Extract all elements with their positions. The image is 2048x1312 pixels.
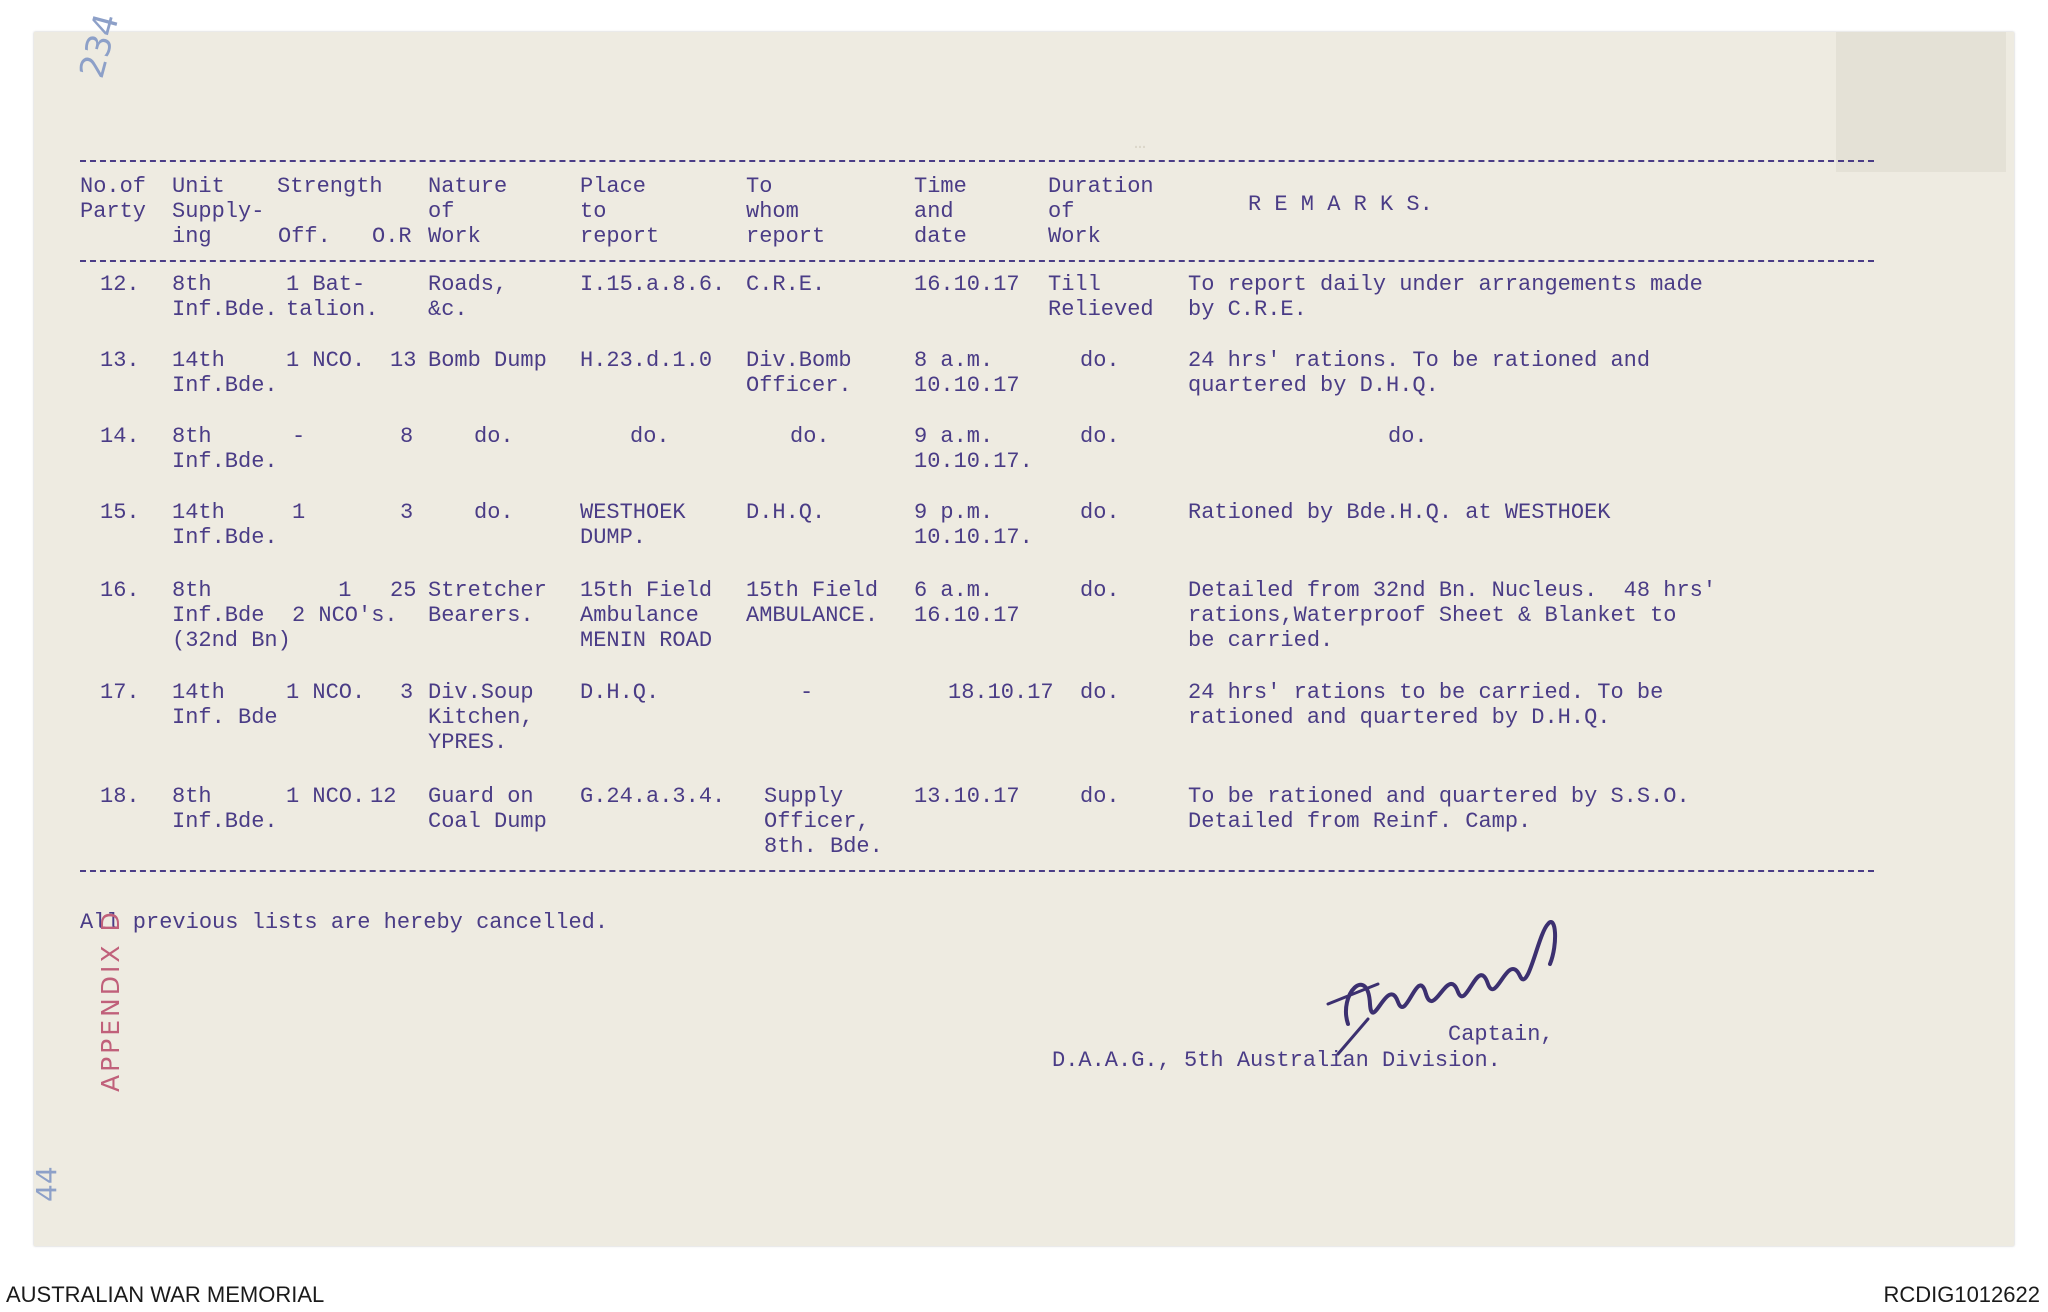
remarks: To report daily under arrangements made by C.R.E.: [1188, 272, 1703, 322]
time-date: 13.10.17: [914, 784, 1020, 809]
duration: do.: [1080, 784, 1120, 809]
col-header-duration: Duration of Work: [1048, 174, 1154, 249]
to-whom: D.H.Q.: [746, 500, 826, 525]
col-header-place: Place to report: [580, 174, 660, 249]
time-date: 9 p.m. 10.10.17.: [914, 500, 1033, 550]
nature-of-work: do.: [474, 500, 514, 525]
col-header-remarks: R E M A R K S.: [1248, 192, 1433, 217]
place-to-report: G.24.a.3.4.: [580, 784, 726, 809]
col-header-or: O.R: [372, 224, 412, 249]
party-no: 18.: [100, 784, 140, 809]
appendix-annotation: APPENDIX D: [96, 909, 125, 1092]
strength-off: 1 Bat- talion.: [286, 272, 379, 322]
duration: do.: [1080, 500, 1120, 525]
duration: do.: [1080, 348, 1120, 373]
duration: Till Relieved: [1048, 272, 1154, 322]
strength-off: 1 2 NCO's.: [292, 578, 398, 628]
duration: do.: [1080, 578, 1120, 603]
nature-of-work: do.: [474, 424, 514, 449]
unit: 8th Inf.Bde (32nd Bn): [172, 578, 291, 653]
col-header-nature: Nature of Work: [428, 174, 508, 249]
to-whom: -: [800, 680, 814, 705]
place-to-report: I.15.a.8.6.: [580, 272, 726, 297]
signature-title: D.A.A.G., 5th Australian Division.: [1052, 1048, 1501, 1073]
party-no: 12.: [100, 272, 140, 297]
cancellation-note: All previous lists are hereby cancelled.: [80, 910, 609, 935]
bleed-through: …: [1134, 132, 1147, 155]
strength-off: 1 NCO.: [286, 784, 366, 809]
time-date: 8 a.m. 10.10.17: [914, 348, 1020, 398]
nature-of-work: Div.Soup Kitchen, YPRES.: [428, 680, 534, 755]
to-whom: Supply Officer, 8th. Bde.: [764, 784, 883, 859]
time-date: 6 a.m. 16.10.17: [914, 578, 1020, 628]
time-date: 9 a.m. 10.10.17.: [914, 424, 1033, 474]
place-to-report: 15th Field Ambulance MENIN ROAD: [580, 578, 713, 653]
document-sheet: [30, 9, 2014, 1246]
nature-of-work: Bomb Dump: [428, 348, 547, 373]
to-whom: do.: [790, 424, 830, 449]
party-no: 15.: [100, 500, 140, 525]
signature-rank: Captain,: [1448, 1022, 1554, 1047]
strength-or: 3: [400, 500, 414, 525]
remarks: do.: [1388, 424, 1428, 449]
to-whom: 15th Field AMBULANCE.: [746, 578, 879, 628]
remarks: 24 hrs' rations. To be rationed and quartered by D.H.Q.: [1188, 348, 1651, 398]
unit: 14th Inf.Bde.: [172, 348, 278, 398]
remarks: To be rationed and quartered by S.S.O. Detailed from Reinf. Camp.: [1188, 784, 1690, 834]
margin-number: 44: [30, 1166, 63, 1202]
page-number: 234: [72, 9, 128, 83]
col-header-to-whom: To whom report: [746, 174, 826, 249]
time-date: 18.10.17: [948, 680, 1054, 705]
duration: do.: [1080, 424, 1120, 449]
unit: 14th Inf. Bde: [172, 680, 278, 730]
strength-or: 3: [400, 680, 414, 705]
header-bottom-rule: [80, 260, 1874, 262]
unit: 8th Inf.Bde.: [172, 272, 278, 322]
col-header-party: No.of Party: [80, 174, 147, 224]
place-to-report: WESTHOEK DUMP.: [580, 500, 686, 550]
remarks: 24 hrs' rations to be carried. To be rationed and quartered by D.H.Q.: [1188, 680, 1664, 730]
strength-off: -: [292, 424, 306, 449]
strength-off: 1 NCO.: [286, 680, 366, 705]
unit: 8th Inf.Bde.: [172, 784, 278, 834]
place-to-report: do.: [630, 424, 670, 449]
to-whom: C.R.E.: [746, 272, 826, 297]
to-whom: Div.Bomb Officer.: [746, 348, 852, 398]
col-header-off: Off.: [278, 224, 331, 249]
footer-left: AUSTRALIAN WAR MEMORIAL: [6, 1282, 325, 1307]
place-to-report: H.23.d.1.0: [580, 348, 713, 373]
col-header-unit: Unit Supply- ing: [172, 174, 265, 249]
table-bottom-rule: [80, 870, 1874, 872]
time-date: 16.10.17: [914, 272, 1020, 297]
party-no: 13.: [100, 348, 140, 373]
strength-or: 25: [390, 578, 417, 603]
remarks: Detailed from 32nd Bn. Nucleus. 48 hrs' rations,Waterproof Sheet & Blanket to be carried.: [1188, 578, 1717, 653]
paper-tab: [1836, 32, 2006, 172]
party-no: 16.: [100, 578, 140, 603]
col-header-time: Time and date: [914, 174, 967, 249]
party-no: 17.: [100, 680, 140, 705]
unit: 14th Inf.Bde.: [172, 500, 278, 550]
header-top-rule: [80, 160, 1874, 162]
strength-off: 1: [292, 500, 306, 525]
strength-off: 1 NCO.: [286, 348, 366, 373]
strength-or: 13: [390, 348, 417, 373]
footer-right: RCDIG1012622: [1883, 1282, 2040, 1307]
strength-or: 8: [400, 424, 414, 449]
strength-or: 12: [370, 784, 397, 809]
col-header-strength: Strength: [277, 174, 383, 199]
duration: do.: [1080, 680, 1120, 705]
nature-of-work: Guard on Coal Dump: [428, 784, 547, 834]
nature-of-work: Roads, &c.: [428, 272, 508, 322]
unit: 8th Inf.Bde.: [172, 424, 278, 474]
party-no: 14.: [100, 424, 140, 449]
nature-of-work: Stretcher Bearers.: [428, 578, 547, 628]
remarks: Rationed by Bde.H.Q. at WESTHOEK: [1188, 500, 1611, 525]
place-to-report: D.H.Q.: [580, 680, 660, 705]
